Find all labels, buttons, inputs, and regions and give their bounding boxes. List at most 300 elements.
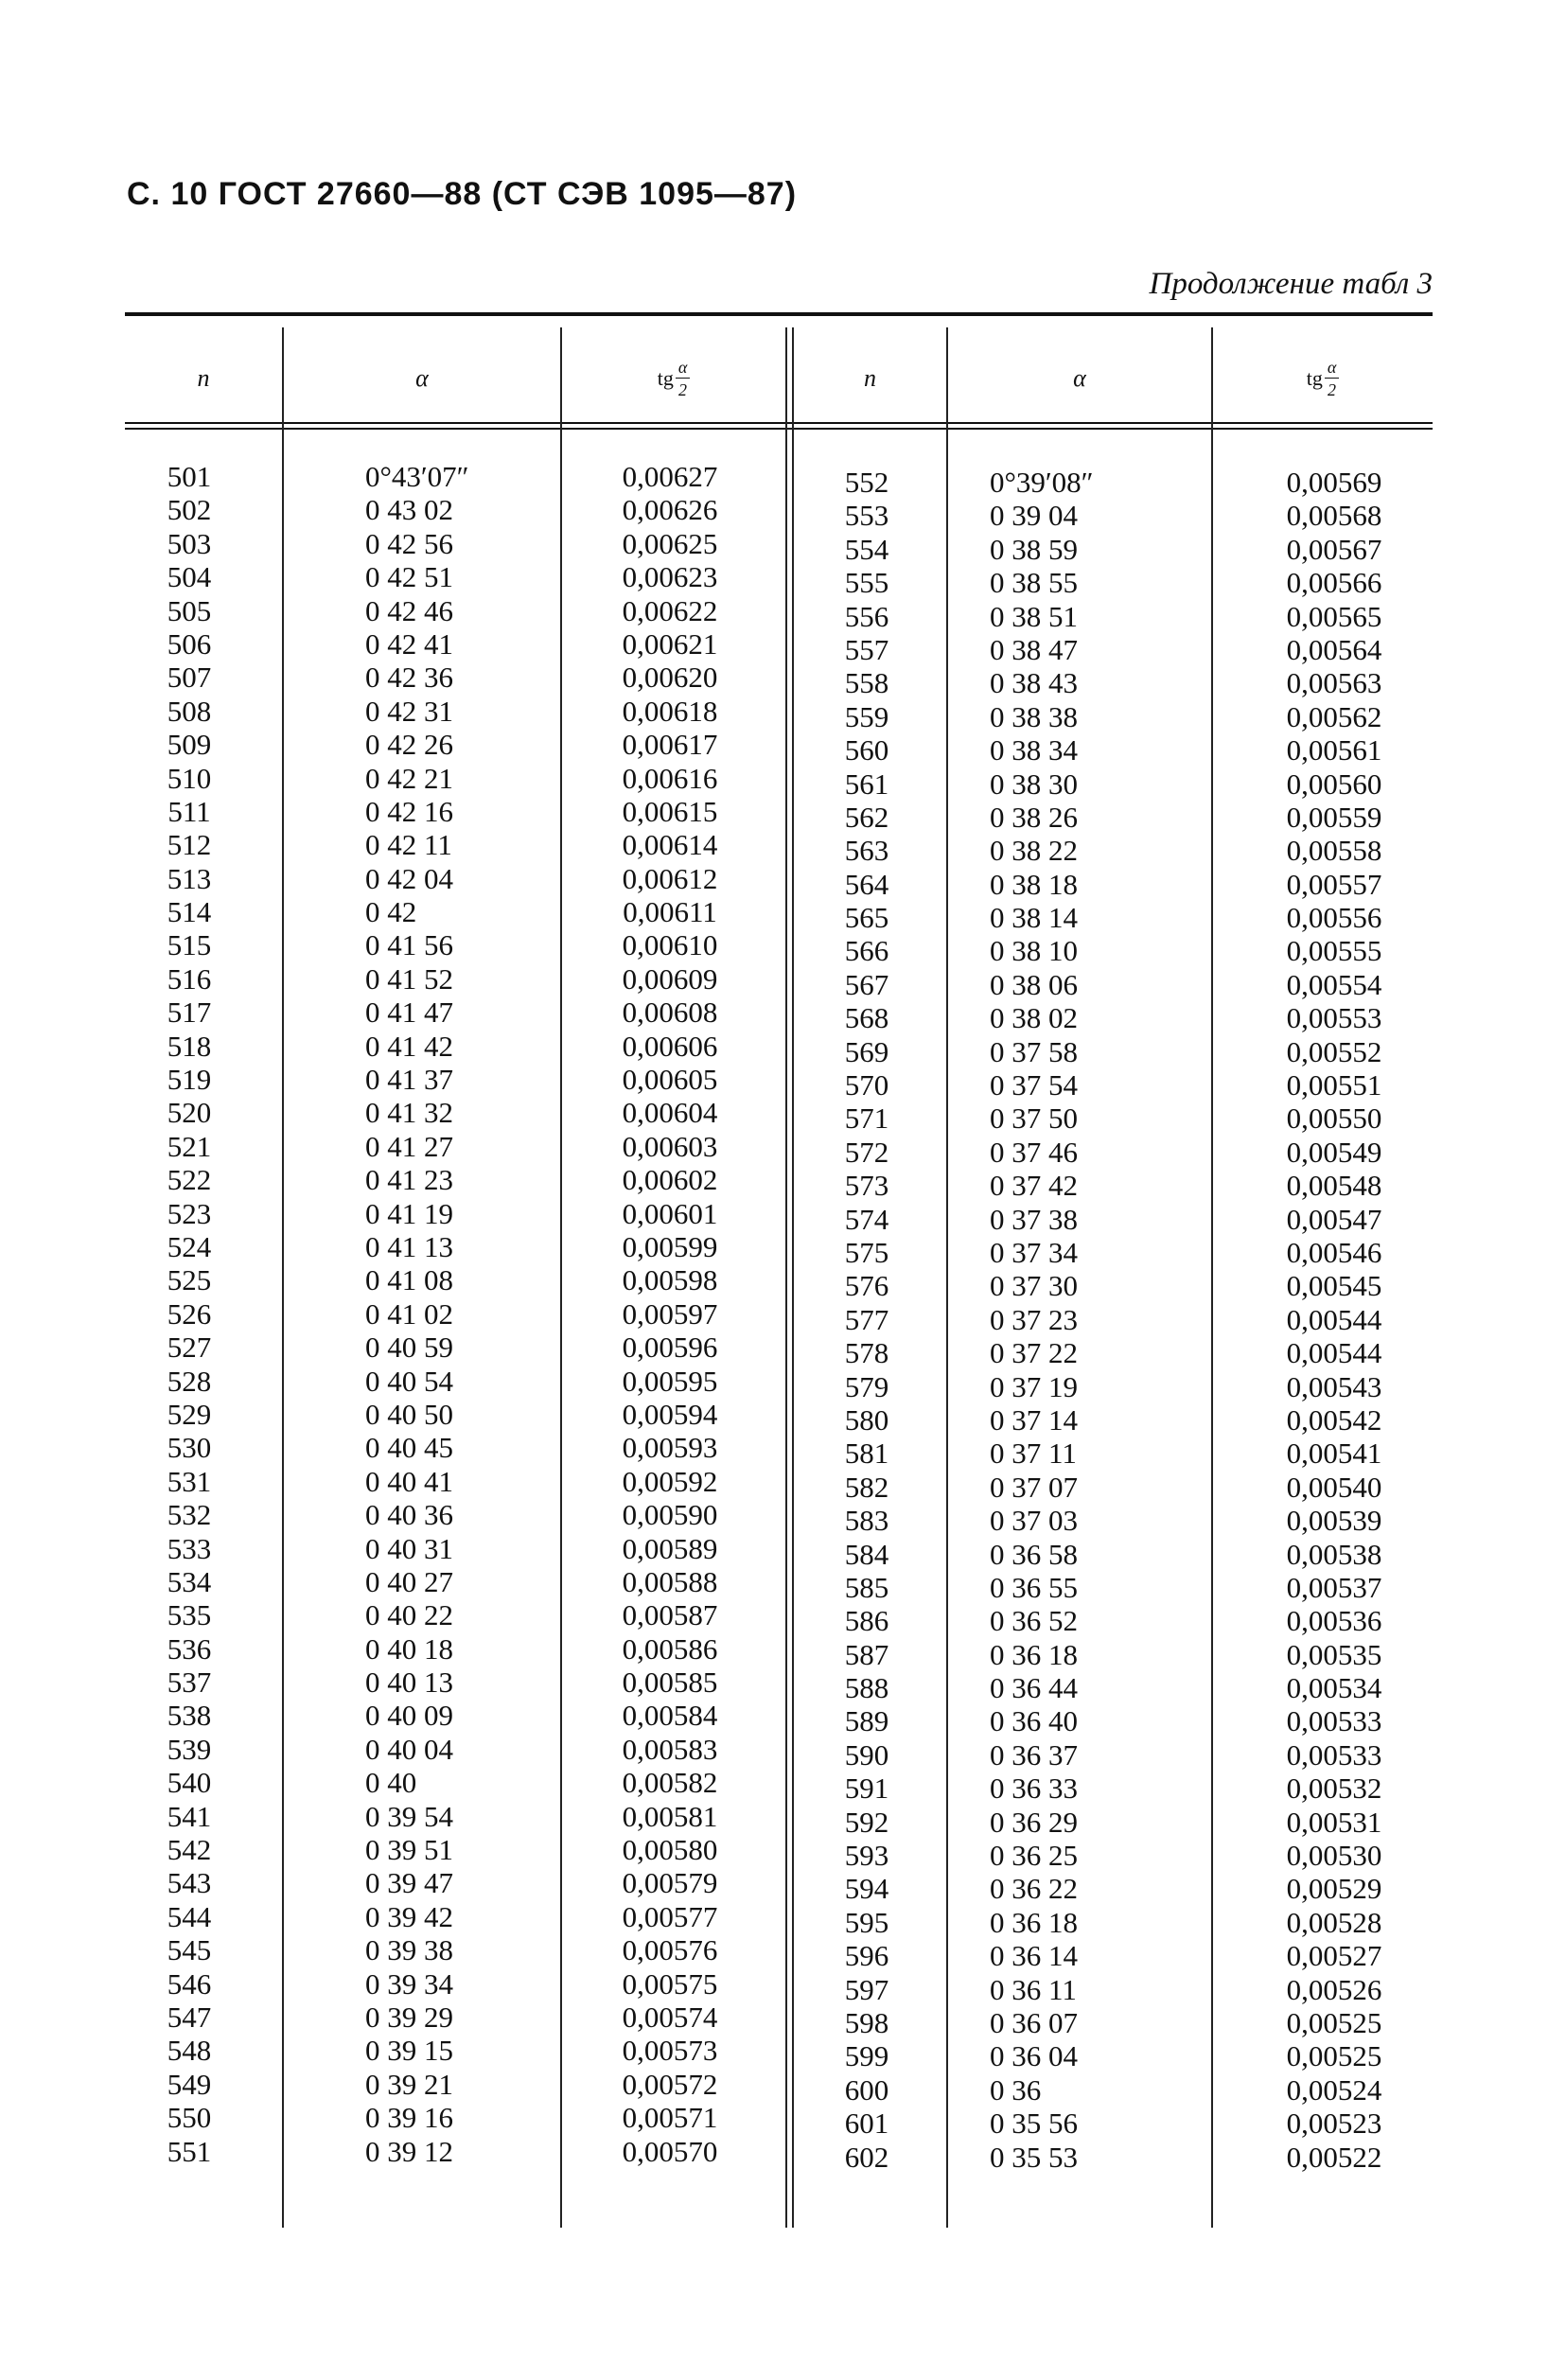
table-cell-alpha: 0 37 42 bbox=[990, 1169, 1078, 1203]
table-cell-n: 553 bbox=[844, 499, 889, 533]
table-cell-alpha: 0 41 32 bbox=[365, 1096, 453, 1130]
table-cell-n: 535 bbox=[167, 1598, 212, 1632]
table-cell-n: 518 bbox=[167, 1029, 212, 1063]
table-cell-tg: 0,00569 bbox=[1286, 466, 1382, 499]
table-cell-n: 585 bbox=[844, 1570, 889, 1604]
table-cell-n: 600 bbox=[844, 2072, 889, 2107]
table-cell-tg: 0,00587 bbox=[622, 1598, 718, 1632]
table-cell-alpha: 0°39′08″ bbox=[990, 466, 1094, 499]
table-cell-alpha: 0 37 19 bbox=[990, 1369, 1078, 1403]
table-cell-tg: 0,00577 bbox=[622, 1899, 718, 1933]
header-tg-left: tg $\frac{\alpha}{2}$ bbox=[562, 341, 785, 416]
table-cell-alpha: 0 42 31 bbox=[365, 694, 453, 728]
table-cell-alpha: 0 42 04 bbox=[365, 861, 453, 895]
table-cell-alpha: 0 42 51 bbox=[365, 560, 453, 594]
table-cell-tg: 0,00579 bbox=[622, 1866, 718, 1900]
table-cell-n: 509 bbox=[167, 728, 212, 762]
table-cell-alpha: 0 37 38 bbox=[990, 1202, 1078, 1236]
table-cell-tg: 0,00550 bbox=[1286, 1102, 1382, 1136]
table-cell-alpha: 0 38 59 bbox=[990, 532, 1078, 566]
table-cell-n: 556 bbox=[844, 599, 889, 633]
table-cell-n: 571 bbox=[844, 1102, 889, 1136]
table-cell-tg: 0,00567 bbox=[1286, 532, 1382, 566]
table-cell-tg: 0,00572 bbox=[622, 2067, 718, 2101]
header-bottom-rule bbox=[125, 422, 1433, 424]
table-cell-alpha: 0 42 41 bbox=[365, 626, 453, 661]
table-cell-n: 598 bbox=[844, 2005, 889, 2039]
table-cell-tg: 0,00538 bbox=[1286, 1537, 1382, 1571]
table-cell-n: 536 bbox=[167, 1631, 212, 1666]
table-cell-alpha: 0 36 37 bbox=[990, 1737, 1078, 1772]
table-cell-alpha: 0 41 23 bbox=[365, 1163, 453, 1197]
table-cell-alpha: 0 38 18 bbox=[990, 867, 1078, 901]
table-cell-alpha: 0 39 29 bbox=[365, 2000, 453, 2034]
table-cell-n: 520 bbox=[167, 1096, 212, 1130]
table-cell-tg: 0,00532 bbox=[1286, 1772, 1382, 1806]
table-cell-alpha: 0 40 50 bbox=[365, 1397, 453, 1431]
table-cell-tg: 0,00595 bbox=[622, 1364, 718, 1398]
table-cell-tg: 0,00542 bbox=[1286, 1402, 1382, 1437]
table-cell-n: 516 bbox=[167, 961, 212, 996]
table-cell-tg: 0,00586 bbox=[622, 1631, 718, 1666]
table-cell-tg: 0,00522 bbox=[1286, 2140, 1382, 2174]
table-cell-tg: 0,00541 bbox=[1286, 1437, 1382, 1471]
table-cell-tg: 0,00617 bbox=[622, 728, 718, 762]
table-cell-tg: 0,00543 bbox=[1286, 1369, 1382, 1403]
table-cell-tg: 0,00623 bbox=[622, 560, 718, 594]
table-cell-tg: 0,00568 bbox=[1286, 499, 1382, 533]
table-cell-tg: 0,00551 bbox=[1286, 1068, 1382, 1102]
table-cell-alpha: 0 40 13 bbox=[365, 1666, 453, 1700]
table-cell-tg: 0,00526 bbox=[1286, 1972, 1382, 2006]
table-cell-alpha: 0 37 14 bbox=[990, 1402, 1078, 1437]
table-cell-n: 507 bbox=[167, 661, 212, 695]
table-cell-tg: 0,00540 bbox=[1286, 1470, 1382, 1504]
table-cell-alpha: 0 37 46 bbox=[990, 1135, 1078, 1169]
table-cell-alpha: 0 36 33 bbox=[990, 1772, 1078, 1806]
table-cell-alpha: 0 36 40 bbox=[990, 1704, 1078, 1738]
table-cell-n: 567 bbox=[844, 967, 889, 1001]
table-cell-n: 591 bbox=[844, 1772, 889, 1806]
table-cell-tg: 0,00609 bbox=[622, 961, 718, 996]
table-cell-alpha: 0 37 11 bbox=[990, 1437, 1077, 1471]
table-cell-alpha: 0 40 41 bbox=[365, 1464, 453, 1498]
table-cell-tg: 0,00547 bbox=[1286, 1202, 1382, 1236]
table-cell-n: 597 bbox=[844, 1972, 889, 2006]
table-cell-n: 524 bbox=[167, 1229, 212, 1263]
table-cell-n: 519 bbox=[167, 1063, 212, 1097]
table-cell-tg: 0,00598 bbox=[622, 1263, 718, 1297]
table-cell-tg: 0,00525 bbox=[1286, 2039, 1382, 2073]
table-cell-n: 527 bbox=[167, 1331, 212, 1365]
table-cell-alpha: 0 40 27 bbox=[365, 1564, 453, 1598]
table-cell-n: 539 bbox=[167, 1732, 212, 1766]
table-cell-alpha: 0 41 02 bbox=[365, 1296, 453, 1331]
table-cell-alpha: 0 36 52 bbox=[990, 1604, 1078, 1638]
table-cell-n: 577 bbox=[844, 1302, 889, 1336]
table-cell-n: 530 bbox=[167, 1431, 212, 1465]
table-cell-alpha: 0 36 55 bbox=[990, 1570, 1078, 1604]
table-cell-n: 510 bbox=[167, 761, 212, 795]
table-cell-n: 503 bbox=[167, 526, 212, 560]
table-cell-alpha: 0 40 31 bbox=[365, 1531, 453, 1565]
table-cell-n: 592 bbox=[844, 1805, 889, 1839]
table-cell-n: 573 bbox=[844, 1169, 889, 1203]
table-cell-alpha: 0 42 46 bbox=[365, 593, 453, 627]
table-cell-n: 568 bbox=[844, 1001, 889, 1035]
table-cell-n: 563 bbox=[844, 834, 889, 868]
table-cell-alpha: 0 38 02 bbox=[990, 1001, 1078, 1035]
table-cell-n: 506 bbox=[167, 626, 212, 661]
table-cell-alpha: 0 35 56 bbox=[990, 2107, 1078, 2141]
table-cell-n: 522 bbox=[167, 1163, 212, 1197]
table-cell-tg: 0,00622 bbox=[622, 593, 718, 627]
table-cell-tg: 0,00525 bbox=[1286, 2005, 1382, 2039]
table-cell-n: 593 bbox=[844, 1839, 889, 1873]
table-cell-alpha: 0 41 08 bbox=[365, 1263, 453, 1297]
table-cell-n: 566 bbox=[844, 934, 889, 968]
table-cell-alpha: 0 41 42 bbox=[365, 1029, 453, 1063]
table-cell-n: 548 bbox=[167, 2034, 212, 2068]
table-cell-n: 570 bbox=[844, 1068, 889, 1102]
table-cell-alpha: 0 36 58 bbox=[990, 1537, 1078, 1571]
table-cell-tg: 0,00536 bbox=[1286, 1604, 1382, 1638]
table-cell-tg: 0,00625 bbox=[622, 526, 718, 560]
table-cell-tg: 0,00559 bbox=[1286, 800, 1382, 834]
table-cell-n: 504 bbox=[167, 560, 212, 594]
table-cell-alpha: 0 36 44 bbox=[990, 1671, 1078, 1705]
table-cell-tg: 0,00583 bbox=[622, 1732, 718, 1766]
table-cell-alpha: 0 42 26 bbox=[365, 728, 453, 762]
header-n-left: n bbox=[197, 364, 210, 392]
table-cell-n: 576 bbox=[844, 1269, 889, 1303]
table-cell-alpha: 0 38 38 bbox=[990, 699, 1078, 733]
table-cell-alpha: 0 42 11 bbox=[365, 828, 452, 862]
table-cell-n: 525 bbox=[167, 1263, 212, 1297]
table-cell-n: 602 bbox=[844, 2140, 889, 2174]
column-divider-double bbox=[785, 327, 787, 2228]
table-cell-alpha: 0 38 26 bbox=[990, 800, 1078, 834]
table-cell-tg: 0,00571 bbox=[622, 2101, 718, 2135]
table-cell-n: 558 bbox=[844, 666, 889, 700]
table-cell-n: 562 bbox=[844, 800, 889, 834]
table-cell-n: 579 bbox=[844, 1369, 889, 1403]
table-cell-n: 515 bbox=[167, 928, 212, 962]
header-alpha-left: α bbox=[415, 364, 429, 392]
table-cell-n: 557 bbox=[844, 632, 889, 666]
table-cell-alpha: 0 38 55 bbox=[990, 566, 1078, 600]
table-cell-tg: 0,00564 bbox=[1286, 632, 1382, 666]
table-cell-alpha: 0 36 bbox=[990, 2072, 1042, 2107]
table-cell-tg: 0,00599 bbox=[622, 1229, 718, 1263]
table-cell-alpha: 0 39 12 bbox=[365, 2134, 453, 2168]
table-cell-alpha: 0 36 22 bbox=[990, 1872, 1078, 1906]
table-cell-tg: 0,00523 bbox=[1286, 2107, 1382, 2141]
table-cell-n: 574 bbox=[844, 1202, 889, 1236]
table-cell-n: 514 bbox=[167, 895, 212, 929]
table-cell-alpha: 0 41 13 bbox=[365, 1229, 453, 1263]
table-cell-tg: 0,00558 bbox=[1286, 834, 1382, 868]
table-cell-alpha: 0 40 09 bbox=[365, 1699, 453, 1733]
table-cell-alpha: 0 39 42 bbox=[365, 1899, 453, 1933]
table-cell-alpha: 0 41 47 bbox=[365, 996, 453, 1030]
table-cell-tg: 0,00539 bbox=[1286, 1504, 1382, 1538]
table-cell-tg: 0,00546 bbox=[1286, 1235, 1382, 1269]
table-cell-alpha: 0 38 06 bbox=[990, 967, 1078, 1001]
table-cell-n: 505 bbox=[167, 593, 212, 627]
table-cell-tg: 0,00562 bbox=[1286, 699, 1382, 733]
table-cell-n: 588 bbox=[844, 1671, 889, 1705]
table-cell-tg: 0,00589 bbox=[622, 1531, 718, 1565]
table-cell-alpha: 0 39 21 bbox=[365, 2067, 453, 2101]
table-cell-alpha: 0 36 25 bbox=[990, 1839, 1078, 1873]
table-cell-n: 552 bbox=[844, 466, 889, 499]
table-cell-alpha: 0 40 bbox=[365, 1766, 417, 1800]
table-cell-n: 511 bbox=[167, 794, 211, 828]
header-alpha-right: α bbox=[1073, 364, 1086, 392]
table-cell-tg: 0,00580 bbox=[622, 1833, 718, 1867]
table-cell-alpha: 0 42 56 bbox=[365, 526, 453, 560]
table-cell-tg: 0,00626 bbox=[622, 493, 718, 527]
table-cell-alpha: 0 36 11 bbox=[990, 1972, 1077, 2006]
table-cell-alpha: 0 36 07 bbox=[990, 2005, 1078, 2039]
table-cell-alpha: 0 36 29 bbox=[990, 1805, 1078, 1839]
table-cell-tg: 0,00524 bbox=[1286, 2072, 1382, 2107]
table-cell-tg: 0,00574 bbox=[622, 2000, 718, 2034]
table-cell-tg: 0,00537 bbox=[1286, 1570, 1382, 1604]
table-cell-tg: 0,00612 bbox=[622, 861, 718, 895]
column-divider bbox=[1211, 327, 1213, 2228]
table-cell-tg: 0,00584 bbox=[622, 1699, 718, 1733]
table-cell-n: 513 bbox=[167, 861, 212, 895]
table-cell-tg: 0,00553 bbox=[1286, 1001, 1382, 1035]
table-cell-tg: 0,00596 bbox=[622, 1331, 718, 1365]
table-cell-tg: 0,00576 bbox=[622, 1933, 718, 1967]
table-cell-alpha: 0 39 15 bbox=[365, 2034, 453, 2068]
table-cell-n: 572 bbox=[844, 1135, 889, 1169]
table-cell-alpha: 0 38 10 bbox=[990, 934, 1078, 968]
table-cell-n: 595 bbox=[844, 1905, 889, 1939]
table-cell-tg: 0,00588 bbox=[622, 1564, 718, 1598]
table-cell-n: 594 bbox=[844, 1872, 889, 1906]
table-cell-tg: 0,00592 bbox=[622, 1464, 718, 1498]
table-cell-tg: 0,00608 bbox=[622, 996, 718, 1030]
left-alpha-column bbox=[365, 460, 554, 2168]
table-cell-tg: 0,00581 bbox=[622, 1799, 718, 1833]
table-cell-alpha: 0 39 51 bbox=[365, 1833, 453, 1867]
table-cell-n: 564 bbox=[844, 867, 889, 901]
table-cell-alpha: 0 40 59 bbox=[365, 1331, 453, 1365]
table-cell-tg: 0,00548 bbox=[1286, 1169, 1382, 1203]
table-cell-alpha: 0 38 51 bbox=[990, 599, 1078, 633]
table-cell-n: 517 bbox=[167, 996, 212, 1030]
table-cell-alpha: 0 41 27 bbox=[365, 1129, 453, 1163]
table-cell-tg: 0,00603 bbox=[622, 1129, 718, 1163]
table-cell-n: 560 bbox=[844, 733, 889, 767]
table-cell-n: 565 bbox=[844, 901, 889, 935]
table-cell-tg: 0,00618 bbox=[622, 694, 718, 728]
table-cell-alpha: 0 42 16 bbox=[365, 794, 453, 828]
table-cell-alpha: 0 38 43 bbox=[990, 666, 1078, 700]
table-cell-n: 546 bbox=[167, 1966, 212, 2001]
table-cell-alpha: 0 40 18 bbox=[365, 1631, 453, 1666]
table-cell-alpha: 0 37 34 bbox=[990, 1235, 1078, 1269]
table-cell-tg: 0,00627 bbox=[622, 460, 718, 493]
table-cell-n: 550 bbox=[167, 2101, 212, 2135]
table-cell-n: 537 bbox=[167, 1666, 212, 1700]
table-cell-n: 528 bbox=[167, 1364, 212, 1398]
table-cell-tg: 0,00528 bbox=[1286, 1905, 1382, 1939]
column-divider-double bbox=[792, 327, 794, 2228]
table-cell-tg: 0,00557 bbox=[1286, 867, 1382, 901]
table-cell-tg: 0,00563 bbox=[1286, 666, 1382, 700]
table-cell-n: 555 bbox=[844, 566, 889, 600]
table-cell-alpha: 0 35 53 bbox=[990, 2140, 1078, 2174]
table-cell-n: 551 bbox=[167, 2134, 212, 2168]
table-cell-tg: 0,00561 bbox=[1286, 733, 1382, 767]
left-n-column bbox=[142, 460, 237, 2168]
table-cell-tg: 0,00575 bbox=[622, 1966, 718, 2001]
table-cell-n: 590 bbox=[844, 1737, 889, 1772]
table-cell-tg: 0,00614 bbox=[622, 828, 718, 862]
table-cell-alpha: 0 39 54 bbox=[365, 1799, 453, 1833]
table-cell-tg: 0,00610 bbox=[622, 928, 718, 962]
table-cell-alpha: 0 42 36 bbox=[365, 661, 453, 695]
table-cell-n: 501 bbox=[167, 460, 212, 493]
table-cell-n: 582 bbox=[844, 1470, 889, 1504]
table-cell-n: 547 bbox=[167, 2000, 212, 2034]
column-divider bbox=[946, 327, 948, 2228]
table-cell-alpha: 0 37 22 bbox=[990, 1336, 1078, 1370]
table-cell-n: 581 bbox=[844, 1437, 889, 1471]
table-cell-n: 543 bbox=[167, 1866, 212, 1900]
table-cell-n: 529 bbox=[167, 1397, 212, 1431]
table-cell-tg: 0,00615 bbox=[622, 794, 718, 828]
table-cell-alpha: 0 39 16 bbox=[365, 2101, 453, 2135]
table-cell-alpha: 0 38 30 bbox=[990, 767, 1078, 801]
table-cell-alpha: 0 42 bbox=[365, 895, 417, 929]
table-cell-tg: 0,00566 bbox=[1286, 566, 1382, 600]
table-cell-tg: 0,00544 bbox=[1286, 1302, 1382, 1336]
table-cell-tg: 0,00606 bbox=[622, 1029, 718, 1063]
table-cell-tg: 0,00590 bbox=[622, 1498, 718, 1532]
table-cell-tg: 0,00560 bbox=[1286, 767, 1382, 801]
table-cell-tg: 0,00594 bbox=[622, 1397, 718, 1431]
table-cell-alpha: 0°43′07″ bbox=[365, 460, 469, 493]
table-cell-n: 531 bbox=[167, 1464, 212, 1498]
table-cell-tg: 0,00565 bbox=[1286, 599, 1382, 633]
table-cell-n: 580 bbox=[844, 1402, 889, 1437]
table-cell-alpha: 0 37 03 bbox=[990, 1504, 1078, 1538]
table-cell-n: 545 bbox=[167, 1933, 212, 1967]
right-tg-column bbox=[1258, 466, 1410, 2174]
table-cell-alpha: 0 38 34 bbox=[990, 733, 1078, 767]
table-cell-n: 540 bbox=[167, 1766, 212, 1800]
table-cell-n: 521 bbox=[167, 1129, 212, 1163]
table-cell-tg: 0,00545 bbox=[1286, 1269, 1382, 1303]
table-cell-n: 542 bbox=[167, 1833, 212, 1867]
table-cell-alpha: 0 37 23 bbox=[990, 1302, 1078, 1336]
table-cell-tg: 0,00529 bbox=[1286, 1872, 1382, 1906]
table-cell-n: 583 bbox=[844, 1504, 889, 1538]
table-cell-tg: 0,00555 bbox=[1286, 934, 1382, 968]
table-cell-n: 554 bbox=[844, 532, 889, 566]
table-cell-alpha: 0 41 52 bbox=[365, 961, 453, 996]
table-cell-tg: 0,00597 bbox=[622, 1296, 718, 1331]
right-n-column bbox=[819, 466, 914, 2174]
table-cell-n: 549 bbox=[167, 2067, 212, 2101]
table-cell-tg: 0,00549 bbox=[1286, 1135, 1382, 1169]
column-divider bbox=[560, 327, 562, 2228]
table-cell-n: 569 bbox=[844, 1034, 889, 1068]
table-cell-tg: 0,00544 bbox=[1286, 1336, 1382, 1370]
table-cell-alpha: 0 39 47 bbox=[365, 1866, 453, 1900]
table-cell-n: 584 bbox=[844, 1537, 889, 1571]
page-header: С. 10 ГОСТ 27660—88 (СТ СЭВ 1095—87) bbox=[127, 176, 798, 212]
table-cell-alpha: 0 37 58 bbox=[990, 1034, 1078, 1068]
table-cell-tg: 0,00552 bbox=[1286, 1034, 1382, 1068]
table-cell-tg: 0,00604 bbox=[622, 1096, 718, 1130]
table-cell-alpha: 0 37 54 bbox=[990, 1068, 1078, 1102]
table-cell-tg: 0,00570 bbox=[622, 2134, 718, 2168]
table-cell-alpha: 0 40 54 bbox=[365, 1364, 453, 1398]
table-cell-tg: 0,00554 bbox=[1286, 967, 1382, 1001]
right-alpha-column bbox=[990, 466, 1198, 2174]
table-cell-tg: 0,00601 bbox=[622, 1196, 718, 1230]
table-cell-n: 523 bbox=[167, 1196, 212, 1230]
table-cell-tg: 0,00533 bbox=[1286, 1704, 1382, 1738]
table-continuation-caption: Продолжение табл 3 bbox=[1149, 267, 1433, 301]
table-cell-alpha: 0 36 18 bbox=[990, 1637, 1078, 1671]
table-cell-alpha: 0 36 18 bbox=[990, 1905, 1078, 1939]
table-cell-n: 586 bbox=[844, 1604, 889, 1638]
table-cell-n: 578 bbox=[844, 1336, 889, 1370]
table-cell-alpha: 0 41 19 bbox=[365, 1196, 453, 1230]
table-cell-n: 561 bbox=[844, 767, 889, 801]
table-top-rule bbox=[125, 312, 1433, 316]
table-cell-n: 596 bbox=[844, 1939, 889, 1973]
header-tg-right: tg $\frac{\alpha}{2}$ bbox=[1213, 341, 1433, 416]
table-cell-n: 508 bbox=[167, 694, 212, 728]
table-cell-n: 532 bbox=[167, 1498, 212, 1532]
table-cell-alpha: 0 40 04 bbox=[365, 1732, 453, 1766]
table-cell-alpha: 0 40 22 bbox=[365, 1598, 453, 1632]
table-cell-tg: 0,00620 bbox=[622, 661, 718, 695]
table-cell-alpha: 0 36 14 bbox=[990, 1939, 1078, 1973]
table-cell-alpha: 0 38 14 bbox=[990, 901, 1078, 935]
table-cell-n: 587 bbox=[844, 1637, 889, 1671]
table-cell-tg: 0,00531 bbox=[1286, 1805, 1382, 1839]
table-cell-tg: 0,00534 bbox=[1286, 1671, 1382, 1705]
table-cell-tg: 0,00602 bbox=[622, 1163, 718, 1197]
table-cell-tg: 0,00573 bbox=[622, 2034, 718, 2068]
table-cell-n: 526 bbox=[167, 1296, 212, 1331]
table-cell-alpha: 0 37 30 bbox=[990, 1269, 1078, 1303]
table-cell-alpha: 0 42 21 bbox=[365, 761, 453, 795]
table-cell-tg: 0,00530 bbox=[1286, 1839, 1382, 1873]
table-cell-n: 512 bbox=[167, 828, 212, 862]
table-cell-n: 534 bbox=[167, 1564, 212, 1598]
table-cell-n: 589 bbox=[844, 1704, 889, 1738]
table-cell-tg: 0,00611 bbox=[623, 895, 717, 929]
table-cell-alpha: 0 36 04 bbox=[990, 2039, 1078, 2073]
table-cell-n: 575 bbox=[844, 1235, 889, 1269]
table-cell-n: 533 bbox=[167, 1531, 212, 1565]
table-cell-n: 502 bbox=[167, 493, 212, 527]
table-cell-n: 541 bbox=[167, 1799, 212, 1833]
table-cell-n: 538 bbox=[167, 1699, 212, 1733]
table-cell-alpha: 0 39 38 bbox=[365, 1933, 453, 1967]
